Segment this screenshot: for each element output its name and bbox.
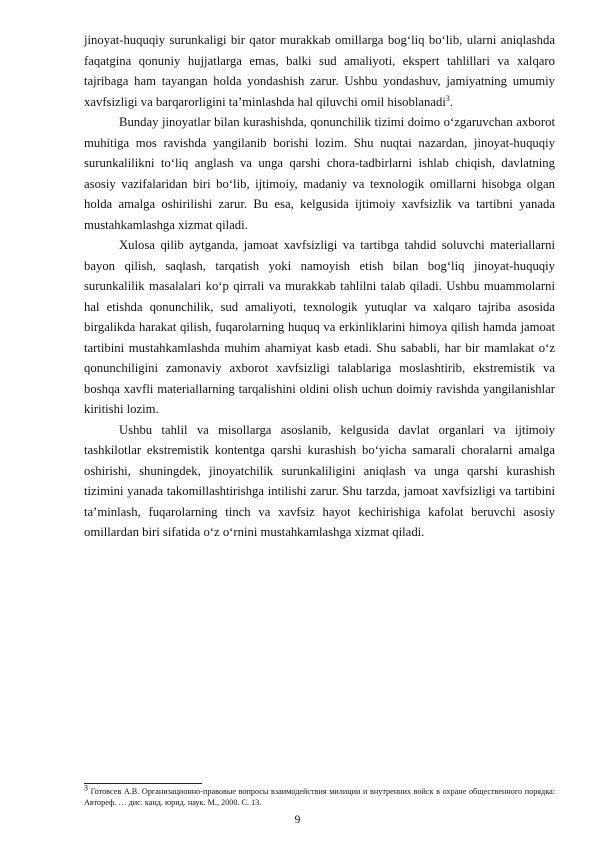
page-body bbox=[84, 30, 555, 543]
footnote-separator bbox=[84, 783, 202, 784]
footnote bbox=[84, 783, 555, 808]
paragraph-1-end: . bbox=[449, 94, 454, 109]
paragraph-3: Xulosa qilib aytganda, jamoat xavfsizligi va tartibga tahdid soluvchi materiallarni bayon qilish, saqlash, tarqatish yoki namoyish etish bilan bog‘liq jinoyat-huquqiy surunkalilik masalalari ko‘p qirrali va murakkab tahlilni talab qiladi. Ushbu muammolarni hal etishda qonunchilik, sud amaliyoti, texnologik yutuqlar va xalqaro tajriba asosida birgalikda harakat qilish, fuqarolarning huquq va erkinliklarini himoya qilish hamda jamoat tartibini mustahkamlashda muhim ahamiyat kasb etadi. Shu sababli, har bir mamlakat o‘z qonunchiligini zamonaviy axborot xavfsizligi talablariga moslashtirib, ekstremistik va boshqa xavfli materiallarning tarqalishini oldini olish uchun doimiy ravishda yangilanishlar kiritishi lozim. bbox=[84, 238, 555, 416]
paragraph-1 bbox=[84, 30, 555, 112]
footnote-text: Готовсев А.В. Организационно-правовые вопросы взаимодействия милиции и внутренних войск в охране общественного порядка: Автореф. … дис. канд. юрид. наук. М., 2000. С. 13. bbox=[84, 787, 555, 807]
paragraph-4: Ushbu tahlil va misollarga asoslanib, kelgusida davlat organlari va ijtimoiy tashkilotlar ekstremistik kontentga qarshi kurashish bo‘yicha samarali choralarni amalga oshirishi, shuningdek, jinoyatchilik surunkaliligini aniqlash va unga qarshi kurashish tizimini yanada takomillashtirishga intilishi zarur. Shu tarzda, jamoat xavfsizligi va tartibini ta’minlash, fuqarolarning tinch va xavfsiz hayot kechirishiga kafolat beruvchi asosiy omillardan biri sifatida o‘z o‘rnini mustahkamlashga xizmat qiladi. bbox=[84, 422, 555, 539]
footnote-number: 3 bbox=[84, 783, 88, 793]
paragraph-2: Bunday jinoyatlar bilan kurashishda, qonunchilik tizimi doimo o‘zgaruvchan axborot muhitiga mos ravishda yangilanib borishi lozim. Shu nuqtai nazardan, jinoyat-huquqiy surunkalilikni to‘liq anglash va unga qarshi chora-tadbirlarni ishlab chiqish, davlatning asosiy vazifalaridan biri bo‘lib, ijtimoiy, madaniy va texnologik omillarni hisobga olgan holda amalga oshirilishi zarur. Bu esa, kelgusida ijtimoiy xavfsizlik va tartibni yanada mustahkamlashga xizmat qiladi. bbox=[84, 115, 555, 232]
page-number: 9 bbox=[294, 814, 301, 826]
footnote-reference[interactable]: 3 bbox=[445, 93, 450, 103]
paragraph-1-text: jinoyat-huquqiy surunkaligi bir qator murakkab omillarga bog‘liq bo‘lib, ularni aniqlashda faqatgina qonuniy hujjatlarga emas, balki sud amaliyoti, ekspert tahlillari va xalqaro tajribaga ham tayangan holda yondashish zarur. Ushbu yondashuv, jamiyatning umumiy xavfsizligi va barqarorligini ta’minlashda hal qiluvchi omil hisoblanadi bbox=[84, 33, 555, 109]
